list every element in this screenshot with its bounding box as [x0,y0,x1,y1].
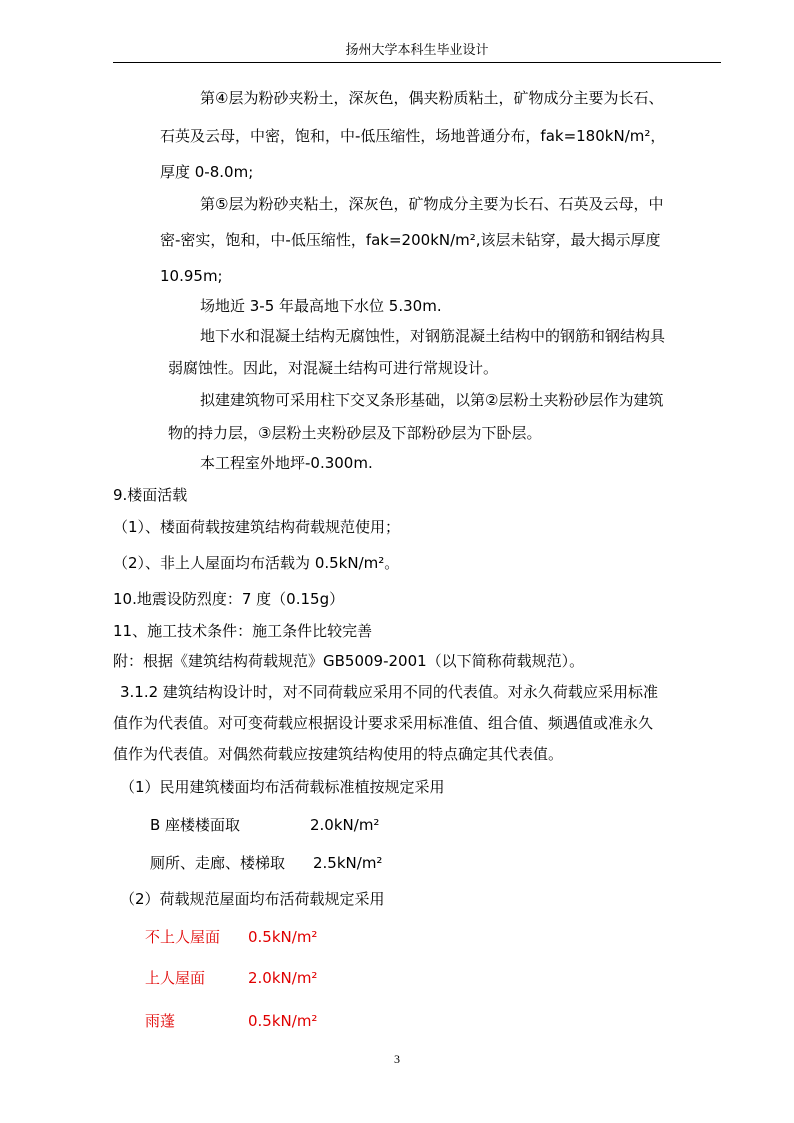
paragraph-layer4-line2 [160,126,665,146]
section-heading: 10.地震设防烈度：7 度（0.15g） [113,590,345,608]
paragraph-corrosion-line2: 弱腐蚀性。因此，对混凝土结构可进行常规设计。 [168,359,499,377]
text-segment: （2）、非上人屋面均布活载为 0.5 [113,554,339,572]
paragraph-layer5-line1: 第⑤层为粉砂夹粘土，深灰色，矿物成分主要为长石、石英及云母，中 [200,195,664,213]
section-heading: 11、施工技术条件：施工条件比较完善 [113,622,373,640]
text-segment: 石英及云母，中密，饱和，中-低压缩性，场地普通分布，fak=180 [160,127,605,145]
text-segment: 。 [384,554,400,572]
load-value [310,815,379,835]
text-segment: ,该层未钻穿，最大揭示厚度 [475,231,661,249]
load-number: 2.0 [248,969,272,987]
unit-kn-m2: kN/m² [271,1012,318,1030]
load-label-highlight: 雨蓬 [145,1012,176,1030]
load-value-highlight [248,968,317,988]
paragraph-water-level: 场地近 3-5 年最高地下水位 5.30m. [200,297,442,315]
text-segment: 密-密实，饱和，中-低压缩性，fak=200 [160,231,431,249]
load-number: 2.5 [313,854,337,872]
paragraph-layer5-line2 [160,230,661,250]
unit-kn-m2: kN/m² [338,554,385,572]
paragraph-corrosion-line1: 地下水和混凝土结构无腐蚀性，对钢筋混凝土结构中的钢筋和钢结构具 [200,327,666,345]
load-label: B 座楼楼面取 [150,816,241,834]
paragraph-layer4-line1: 第④层为粉砂夹粉土，深灰色，偶夹粉质粘土，矿物成分主要为长石、 [200,89,664,107]
unit-kn-m2: kN/m² [333,816,380,834]
unit-kn-m2: kN/m² [271,969,318,987]
load-value-highlight [248,927,317,947]
section-heading: 9.楼面活载 [113,486,188,504]
unit-kn-m2: kN/m² [604,127,651,145]
paragraph-outdoor-elevation: 本工程室外地坪-0.300m. [200,454,373,472]
text-segment: ， [650,127,666,145]
appendix-line: 附：根据《建筑结构荷载规范》GB5009-2001（以下简称荷载规范）。 [113,652,585,670]
paragraph-foundation-line2: 物的持力层，③层粉土夹粉砂层及下部粉砂层为下卧层。 [168,424,542,442]
section-item: （1）、楼面荷载按建筑结构荷载规范使用； [113,518,401,536]
paragraph-layer5-line3: 10.95m; [160,267,223,285]
load-number: 2.0 [310,816,334,834]
section-item [113,553,399,573]
unit-kn-m2: kN/m² [336,854,383,872]
load-label-highlight: 上人屋面 [145,969,206,987]
unit-kn-m2: kN/m² [430,231,476,249]
load-value-highlight [248,1011,317,1031]
load-label: 厕所、走廊、楼梯取 [150,854,286,872]
page-header: 扬州大学本科生毕业设计 [113,40,721,63]
unit-kn-m2: kN/m² [271,928,318,946]
load-value [313,853,382,873]
load-number: 0.5 [248,1012,272,1030]
clause-line: 值作为代表值。对可变荷载应根据设计要求采用标准值、组合值、频遇值或准永久 [113,714,654,732]
clause-line: 3.1.2 建筑结构设计时，对不同荷载应采用不同的代表值。对永久荷载应采用标准 [120,683,658,701]
loads-heading: （2）荷载规范屋面均布活荷载规定采用 [120,890,385,908]
loads-heading: （1）民用建筑楼面均布活荷载标准植按规定采用 [120,778,445,796]
paragraph-layer4-line3: 厚度 0-8.0m; [160,163,254,181]
load-number: 0.5 [248,928,272,946]
page-number: 3 [394,1052,400,1066]
paragraph-foundation-line1: 拟建建筑物可采用柱下交叉条形基础，以第②层粉土夹粉砂层作为建筑 [200,391,664,409]
clause-line: 值作为代表值。对偶然荷载应按建筑结构使用的特点确定其代表值。 [113,745,564,763]
load-label-highlight: 不上人屋面 [145,928,221,946]
